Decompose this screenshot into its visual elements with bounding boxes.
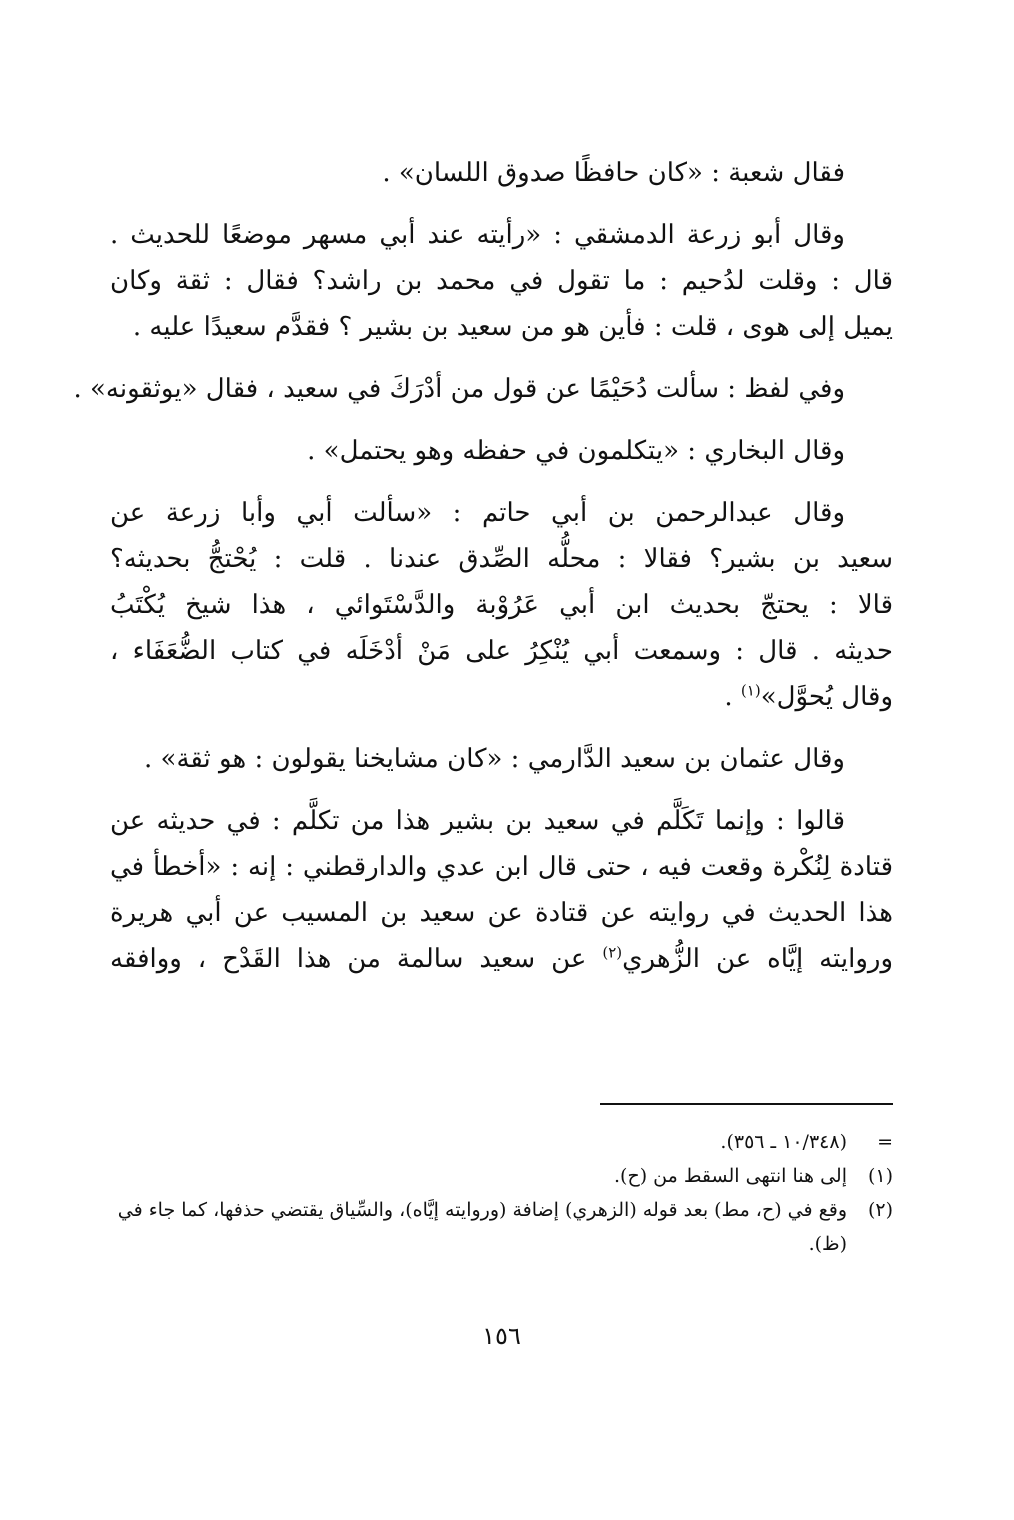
- text-line: قال : وقلت لدُحيم : ما تقول في محمد بن راشد؟ فقال : ثقة وكان: [110, 266, 893, 296]
- footnote-text: إلى هنا انتهى السقط من (ح).: [614, 1165, 847, 1187]
- text-line: قالوا : وإنما تَكَلَّم في سعيد بن بشير هذا من تكلَّم : في حديثه عن: [110, 806, 845, 836]
- paragraph-bukhari: [110, 428, 893, 474]
- footnote-text: (١٠/٣٤٨ ـ ٣٥٦).: [720, 1131, 847, 1153]
- text-fragment: .: [724, 682, 741, 712]
- footnote-2: [110, 1193, 893, 1261]
- footnote-marker: =: [877, 1131, 893, 1153]
- text-line: وقال عثمان بن سعيد الدَّارمي : «كان مشايخنا يقولون : هو ثقة» .: [144, 744, 845, 774]
- text-line-with-ref: [110, 674, 893, 720]
- text-line: قتادة لِنُكْرة وقعت فيه ، حتى قال ابن عدي والدارقطني : إنه : «أخطأ في: [110, 852, 893, 882]
- footnote-separator: [600, 1103, 893, 1105]
- paragraph-ibn-abi-hatim: [110, 490, 893, 720]
- text-line: يميل إلى هوى ، قلت : فأين هو من سعيد بن بشير ؟ فقدَّم سعيدًا عليه .: [132, 312, 893, 342]
- paragraph-qalu: [110, 798, 893, 982]
- text-line: وفي لفظ : سألت دُحَيْمًا عن قول من أدْرَكَ في سعيد ، فقال «يوثقونه» .: [73, 374, 845, 404]
- footnote-ref-2[interactable]: (٢): [602, 943, 623, 962]
- text-fragment: وقال يُحوَّل»: [760, 682, 893, 712]
- footnote-marker: (٢): [867, 1199, 893, 1221]
- footnote-marker: (١): [867, 1165, 893, 1187]
- text-line: فقال شعبة : «كان حافظًا صدوق اللسان» .: [382, 158, 845, 188]
- text-line-with-ref: [110, 936, 893, 982]
- paragraph-lafz: [73, 366, 893, 412]
- footnotes: [110, 1125, 893, 1261]
- footnote-text: وقع في (ح، مط) بعد قوله (الزهري) إضافة (وروايته إيَّاه)، والسِّياق يقتضي حذفها، كما جاء في (ظ).: [117, 1199, 847, 1255]
- text-line: سعيد بن بشير؟ فقالا : محلُّه الصِّدق عندنا . قلت : يُحْتجُّ بحديثه؟: [110, 544, 893, 574]
- text-fragment: وروايته إيَّاه عن الزُّهري: [622, 944, 893, 974]
- page-body: [73, 150, 893, 1370]
- text-line: هذا الحديث في روايته عن قتادة عن سعيد بن المسيب عن أبي هريرة: [110, 898, 893, 928]
- text-fragment: عن سعيد سالمة من هذا القَدْح ، ووافقه: [110, 944, 603, 974]
- paragraph-darimi: [110, 736, 893, 782]
- paragraph-abu-zura: [110, 212, 893, 350]
- page-number: ١٥٦: [482, 1322, 521, 1350]
- text-line: وقال عبدالرحمن بن أبي حاتم : «سألت أبي وأبا زرعة عن: [110, 498, 845, 528]
- paragraph-shuba: [110, 150, 893, 196]
- footnote-ref-1[interactable]: (١): [740, 681, 761, 700]
- text-line: قالا : يحتجّ بحديث ابن أبي عَرُوْبة والدَّسْتَوائي ، هذا شيخ يُكْتَبُ: [110, 590, 893, 620]
- text-line: وقال أبو زرعة الدمشقي : «رأيته عند أبي مسهر موضعًا للحديث .: [110, 220, 845, 250]
- footnote-continuation: [110, 1125, 893, 1159]
- text-line: وقال البخاري : «يتكلمون في حفظه وهو يحتمل» .: [307, 436, 845, 466]
- text-line: حديثه . قال : وسمعت أبي يُنْكِرُ على مَنْ أدْخَلَه في كتاب الضُّعَفَاء ،: [110, 636, 893, 666]
- footnote-1: [110, 1159, 893, 1193]
